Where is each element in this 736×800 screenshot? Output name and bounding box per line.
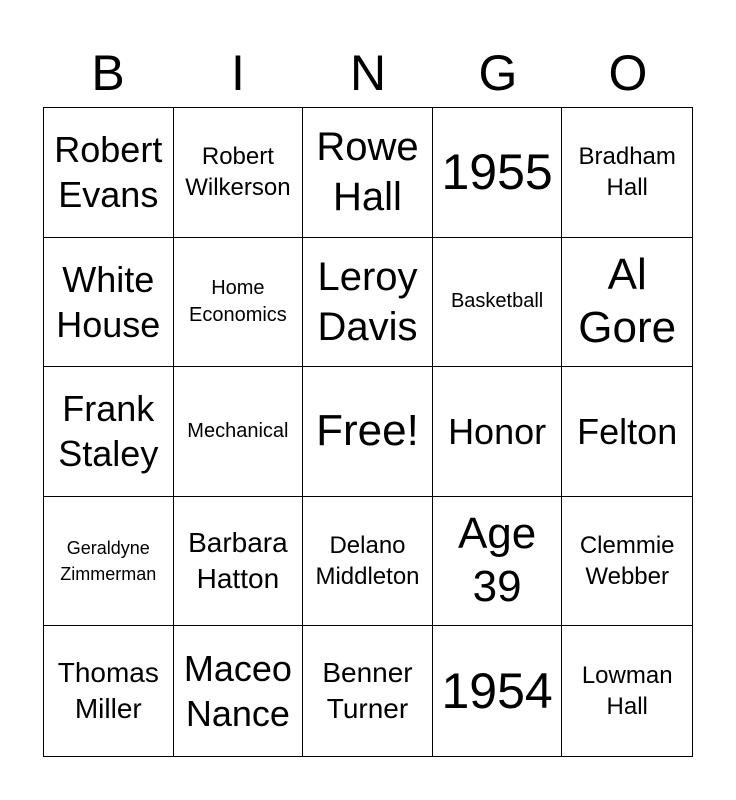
bingo-cell[interactable]: Al Gore	[562, 238, 692, 368]
bingo-header	[43, 40, 693, 106]
bingo-cell[interactable]: Frank Staley	[44, 367, 174, 497]
bingo-cell[interactable]: Felton	[562, 367, 692, 497]
bingo-cell[interactable]: Home Economics	[174, 238, 304, 368]
bingo-cell[interactable]: Maceo Nance	[174, 626, 304, 756]
bingo-cell[interactable]: 1954	[433, 626, 563, 756]
header-letter-g: G	[478, 45, 518, 101]
bingo-cell[interactable]: Mechanical	[174, 367, 304, 497]
bingo-cell[interactable]: Geraldyne Zimmerman	[44, 497, 174, 627]
free-space-cell[interactable]: Free!	[303, 367, 433, 497]
bingo-cell[interactable]: Age 39	[433, 497, 563, 627]
bingo-cell[interactable]: Benner Turner	[303, 626, 433, 756]
header-letter-i: I	[231, 45, 245, 101]
bingo-cell[interactable]: White House	[44, 238, 174, 368]
bingo-cell[interactable]: Lowman Hall	[581, 662, 673, 721]
bingo-cell[interactable]: Robert Evans	[44, 108, 174, 238]
header-letter-b: B	[91, 45, 125, 101]
bingo-cell[interactable]: Delano Middleton	[303, 497, 433, 627]
bingo-cell[interactable]: Barbara Hatton	[174, 497, 304, 627]
header-letter-o: O	[608, 45, 648, 101]
bingo-cell[interactable]: Honor	[433, 367, 563, 497]
bingo-cell[interactable]: Basketball	[433, 238, 563, 368]
bingo-cell[interactable]: Clemmie Webber	[562, 497, 692, 627]
header-letter-n: N	[349, 45, 387, 101]
bingo-cell[interactable]: Rowe Hall	[303, 108, 433, 238]
bingo-cell[interactable]: Leroy Davis	[303, 238, 433, 368]
bingo-cell[interactable]: Thomas Miller	[44, 626, 174, 756]
bingo-cell[interactable]: Bradham Hall	[562, 108, 692, 238]
bingo-cell[interactable]: Robert Wilkerson	[174, 108, 304, 238]
bingo-cell[interactable]: 1955	[433, 108, 563, 238]
bingo-card-grid	[43, 107, 693, 757]
